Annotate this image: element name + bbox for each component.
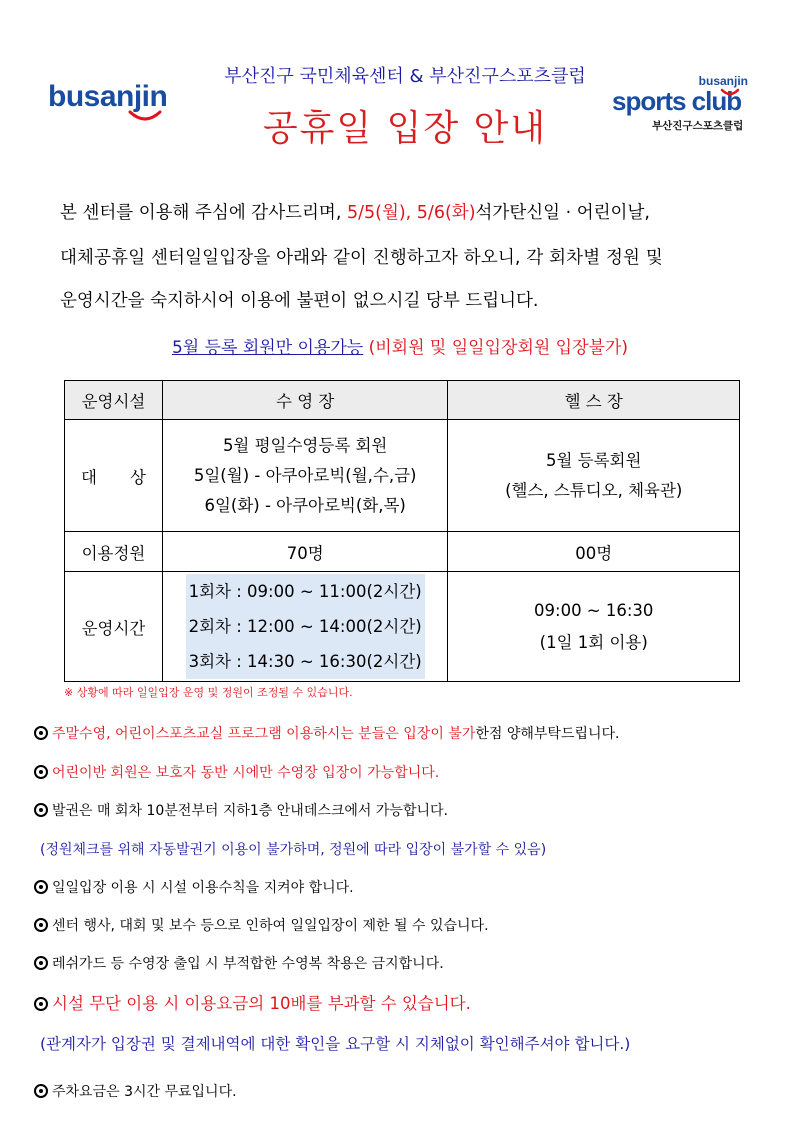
busanjin-logo-text: busanjin [48,80,168,113]
bullet-text: 발권은 매 회차 10분전부터 지하1층 안내데스크에서 가능합니다. [52,803,448,819]
table-row [65,532,740,572]
bullet-icon [34,803,48,817]
table-row [65,572,740,682]
org-title: 부산진구 국민체육센터 & 부산진구스포츠클럽 [224,66,586,87]
holiday-dates: 5/5(월), 5/6(화) [346,203,476,223]
gym-target-line: 5월 등록회원 [546,450,642,470]
pool-target-line: 5월 평일수영등록 회원 [222,435,388,455]
list-item [34,723,620,743]
pool-target-line: 6일(화) - 아쿠아로빅(화,목) [204,495,406,515]
page-title: 공휴일 입장 안내 [262,108,548,149]
table-header-row [65,381,740,420]
intro-text: 석가탄신일 · 어린이날, [475,203,650,223]
sports-club-logo-text: sports club [612,86,742,116]
gym-target-cell [448,420,740,532]
target-label: 대 상 [65,420,163,532]
session-1: 1회차 : 09:00 ~ 11:00(2시간) [186,574,425,609]
sports-club-logo-sub: 부산진구스포츠클럽 [652,120,744,132]
non-member-warning: (비회원 및 일일입장회원 입장불가) [363,338,629,358]
gym-capacity: 00명 [448,532,740,572]
gym-hours-cell [448,572,740,682]
header-gym: 헬 스 장 [448,381,740,420]
list-item [34,990,471,1014]
list-item [34,800,448,820]
ticket-note: (정원체크를 위해 자동발권기 이용이 불가하며, 정원에 따라 입장이 불가할 수 있음) [40,842,547,858]
bullet-icon [34,997,48,1011]
member-only-text: 5월 등록 회원만 이용가능 [171,338,364,358]
sports-club-logo-small: busanjin [698,74,748,88]
pool-capacity: 70명 [162,532,448,572]
session-2: 2회차 : 12:00 ~ 14:00(2시간) [186,609,425,644]
bullet-icon [34,918,48,932]
gym-hours: 09:00 ~ 16:30 [534,600,654,620]
list-item [34,762,439,782]
bullet-icon [34,956,48,970]
bullet-icon [34,880,48,894]
smile-icon [720,88,740,98]
bullet-text: 주차요금은 3시간 무료입니다. [52,1084,237,1100]
capacity-label: 이용정원 [65,532,163,572]
bullet-icon [34,765,48,779]
bullet-text: 주말수영, 어린이스포츠교실 프로그램 이용하시는 분들은 입장이 불가 [52,726,476,742]
member-notice [0,333,800,358]
intro-line-1 [60,202,770,224]
hours-label: 운영시간 [65,572,163,682]
gym-hours-note: (1일 1회 이용) [539,632,648,652]
header-pool: 수 영 장 [162,381,448,420]
pool-target-cell [162,420,448,532]
table-footnote: ※ 상황에 따라 일일입장 운영 및 정원이 조정될 수 있습니다. [64,686,353,699]
table-row [65,420,740,532]
sports-club-logo [612,74,762,136]
intro-line-3: 운영시간을 숙지하시어 이용에 불편이 없으시길 당부 드립니다. [60,291,539,311]
session-3: 3회차 : 14:30 ~ 16:30(2시간) [186,644,425,679]
smile-icon [128,110,162,124]
intro-text: 본 센터를 이용해 주심에 감사드리며, [60,203,347,223]
list-item [34,915,489,935]
bullet-text: 한점 양해부탁드립니다. [475,726,620,742]
bullet-icon [34,726,48,740]
bullet-icon [34,1084,48,1098]
bullet-text: 레쉬가드 등 수영장 출입 시 부적합한 수영복 착용은 금지합니다. [52,956,444,972]
header-facility: 운영시설 [65,381,163,420]
verification-note: (관계자가 입장권 및 결제내역에 대한 확인을 요구할 시 지체없이 확인해주셔야 합니다.) [40,1035,631,1053]
list-item [34,1081,237,1101]
intro-line-2: 대체공휴일 센터일일입장을 아래와 같이 진행하고자 하오니, 각 회차별 정원 및 [60,248,663,268]
bullet-text: 일일입장 이용 시 시설 이용수칙을 지켜야 합니다. [52,880,354,896]
penalty-warning: 시설 무단 이용 시 이용요금의 10배를 부과할 수 있습니다. [52,994,471,1013]
schedule-table [64,380,740,682]
gym-target-line: (헬스, 스튜디오, 체육관) [505,480,683,500]
list-item [34,953,444,973]
bullet-text: 센터 행사, 대회 및 보수 등으로 인하여 일일입장이 제한 될 수 있습니다. [52,918,489,934]
pool-target-line: 5일(월) - 아쿠아로빅(월,수,금) [193,465,417,485]
bullet-text: 어린이반 회원은 보호자 동반 시에만 수영장 입장이 가능합니다. [52,765,440,781]
pool-sessions-cell [162,572,448,682]
busanjin-logo [48,80,190,128]
list-item [34,877,354,897]
